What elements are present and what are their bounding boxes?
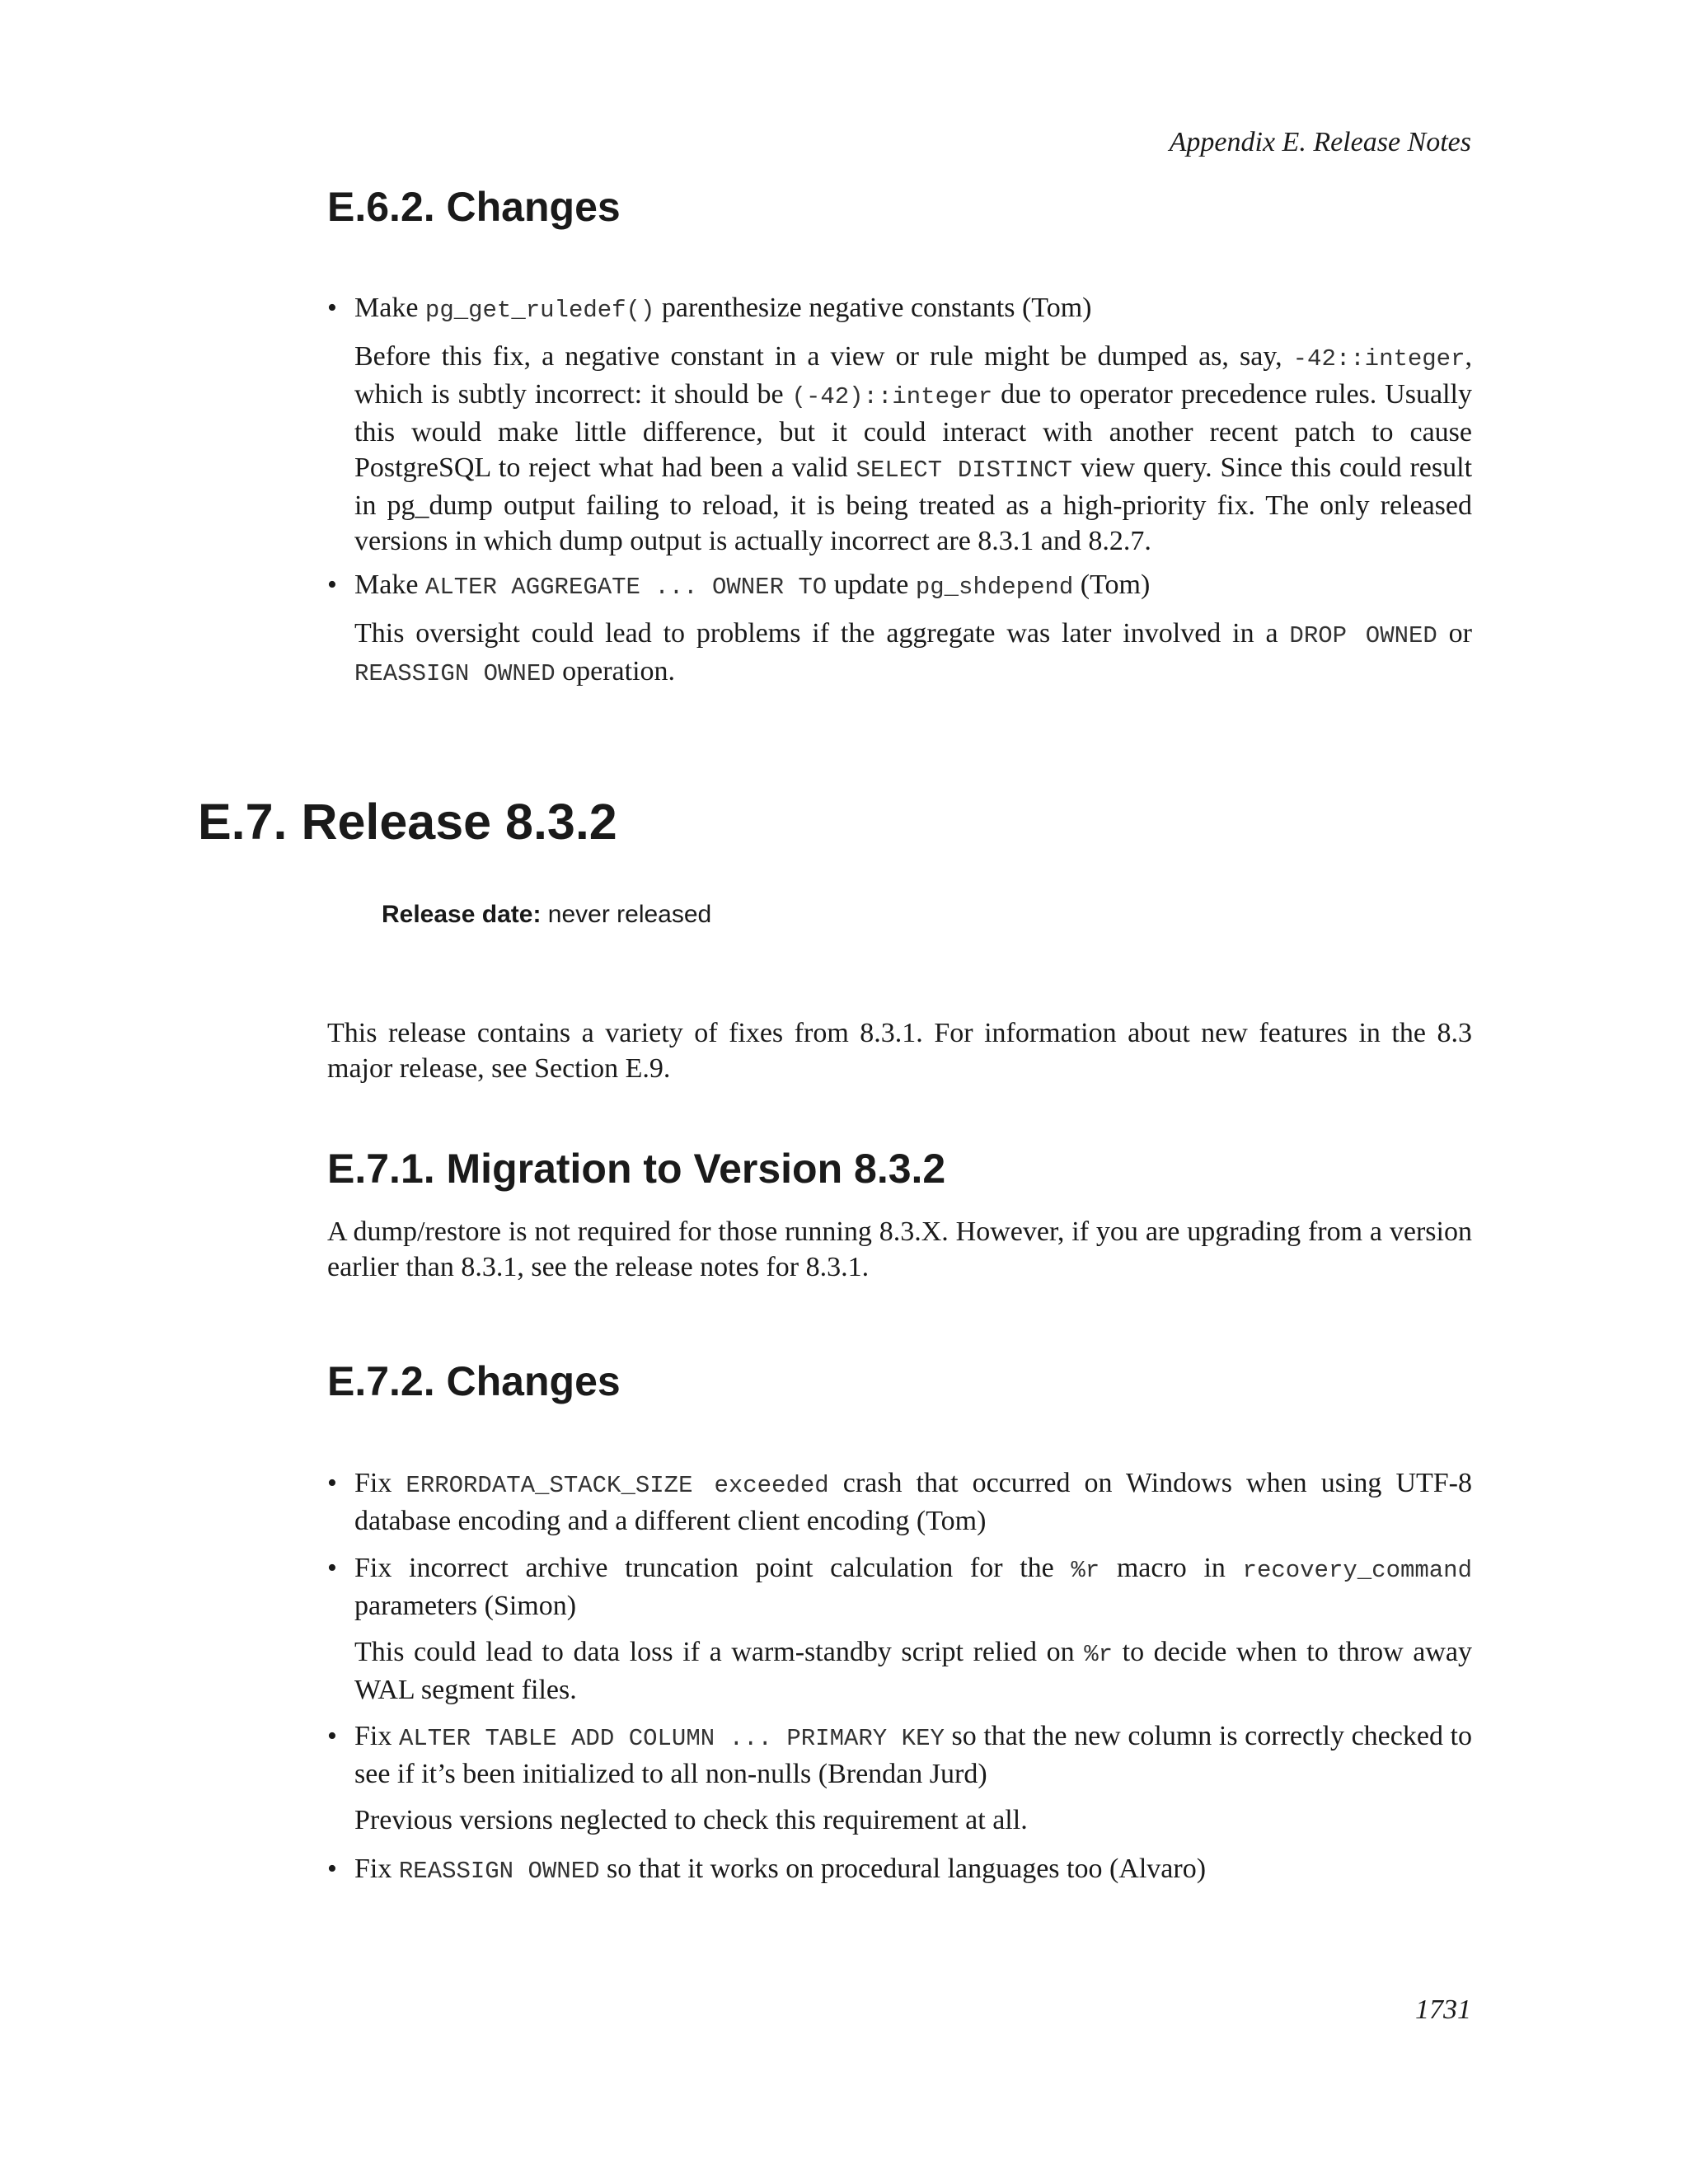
bullet: • [327, 1721, 337, 1751]
list-item: • Fix ALTER TABLE ADD COLUMN ... PRIMARY KEY so that the new column is correctly checked to see if it’s been initialized to all non-nulls (Brendan Jurd) [327, 1718, 1472, 1792]
item-detail: Before this fix, a negative constant in a view or rule might be dumped as, say, -42::integer, which is subtly incorrect: it should be (-42)::integer due to operator precedence rules. Usually this would make little difference, but it could interact with another recent patch to cause PostgreSQL to reject what had been a valid SELECT DISTINCT view query. Since this could result in pg_dump output failing to reload, it is being treated as a high-priority fix. The only released versions in which dump output is actually incorrect are 8.3.1 and 8.2.7. [354, 341, 1473, 556]
list-item: • Fix REASSIGN OWNED so that it works on procedural languages too (Alvaro) [327, 1851, 1472, 1889]
bullet: • [327, 1553, 337, 1583]
running-header: Appendix E. Release Notes [1169, 127, 1471, 157]
bullet: • [327, 1854, 337, 1884]
item-detail: This could lead to data loss if a warm-standby script relied on %r to decide when to throw away WAL segment files. [354, 1637, 1472, 1705]
code-inline: pg_get_ruledef() [424, 297, 655, 324]
bullet: • [327, 569, 337, 600]
section-heading-e62: E.6.2. Changes [327, 184, 621, 230]
list-item: • Make pg_get_ruledef() parenthesize negative constants (Tom) [327, 290, 1472, 328]
list-item: • Make ALTER AGGREGATE ... OWNER TO update pg_shdepend (Tom) [327, 567, 1472, 605]
chapter-heading-e7: E.7. Release 8.3.2 [198, 794, 617, 850]
item-detail: Previous versions neglected to check this requirement at all. [354, 1805, 1028, 1835]
list-item: • Fix ERRORDATA_STACK_SIZE exceeded crash that occurred on Windows when using UTF-8 database encoding and a different client encoding (Tom) [327, 1465, 1472, 1539]
bullet: • [327, 1468, 337, 1498]
section-heading-e72: E.7.2. Changes [327, 1358, 621, 1404]
bullet: • [327, 293, 337, 323]
release-intro: This release contains a variety of fixes from 8.3.1. For information about new features in the 8.3 major release, see Section E.9. [327, 1018, 1472, 1084]
page-number: 1731 [1415, 1994, 1471, 2025]
section-heading-e71: E.7.1. Migration to Version 8.3.2 [327, 1146, 946, 1192]
item-detail: This oversight could lead to problems if the aggregate was later involved in a DROP OWNED or REASSIGN OWNED operation. [354, 618, 1472, 687]
release-date [382, 901, 711, 929]
release-date-label: Release date: [382, 901, 542, 928]
list-item: • Fix incorrect archive truncation point calculation for the %r macro in recovery_command parameters (Simon) [327, 1550, 1472, 1624]
release-date-value: never released [541, 901, 712, 928]
migration-text: A dump/restore is not required for those running 8.3.X. However, if you are upgrading from a version earlier than 8.3.1, see the release notes for 8.3.1. [327, 1216, 1472, 1282]
